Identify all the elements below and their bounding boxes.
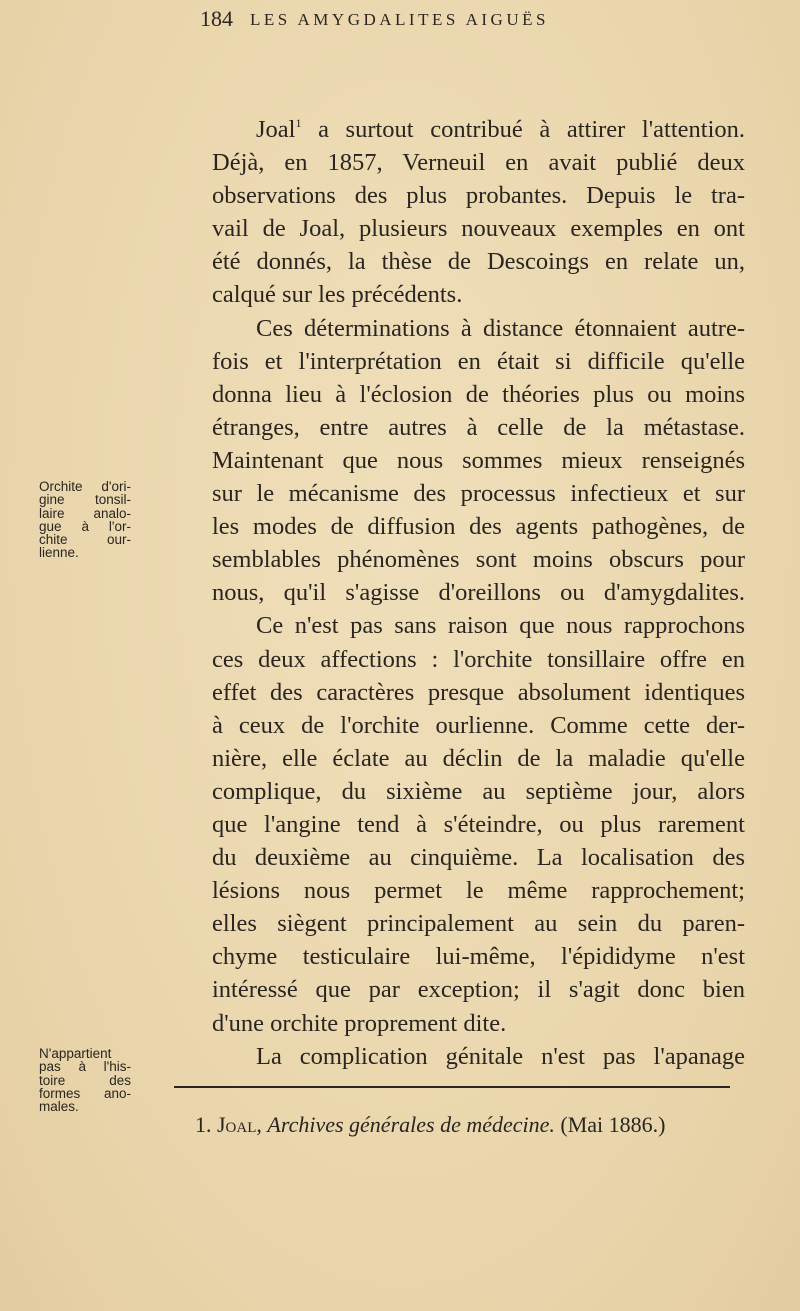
margin-note-line: pas à l'his- [39, 1059, 131, 1075]
margin-note-1 [39, 480, 131, 560]
body-text [212, 113, 745, 1073]
line-text: intéressé que par exception; il s'agit donc bien [212, 976, 745, 1004]
margin-note-line: chite our- [39, 532, 131, 548]
page-number: 184 [200, 6, 233, 31]
line-text: nous, qu'il s'agisse d'oreillons ou d'amygdalites. [212, 579, 745, 607]
body-line [212, 1007, 745, 1040]
body-line [212, 676, 745, 709]
line-text: observations des plus probantes. Depuis le tra- [212, 182, 745, 210]
line-text: Ce n'est pas sans raison que nous rapprochons [256, 612, 745, 640]
body-line [212, 312, 745, 345]
footnote-marker: 1 [295, 116, 302, 130]
body-line [212, 742, 745, 775]
line-text: La complication génitale n'est pas l'apanage [256, 1042, 745, 1070]
margin-note-line: formes ano- [39, 1085, 131, 1101]
footnote-rule [174, 1086, 730, 1088]
margin-note-line: gue à l'or- [39, 518, 131, 534]
body-line [212, 510, 745, 543]
body-line [212, 245, 745, 278]
body-line [212, 278, 745, 311]
line-text: semblables phénomènes sont moins obscurs pour [212, 546, 745, 574]
footnote-number: 1. [195, 1112, 212, 1137]
body-line [212, 113, 745, 146]
line-text: nière, elle éclate au déclin de la maladie qu'elle [212, 744, 745, 772]
line-text: été donnés, la thèse de Descoings en relate un, [212, 248, 745, 276]
line-text: elles siègent principalement au sein du paren- [212, 910, 745, 938]
line-text: que l'angine tend à s'éteindre, ou plus rarement [212, 810, 745, 838]
margin-note-2 [39, 1047, 131, 1113]
footnote [195, 1112, 666, 1138]
body-line [212, 907, 745, 940]
line-text: Déjà, en 1857, Verneuil en avait publié deux [212, 149, 745, 177]
body-line [212, 874, 745, 907]
line-text: les modes de diffusion des agents pathogènes, de [212, 513, 745, 541]
line-text: a surtout contribué à attirer l'attention. [301, 116, 745, 143]
body-line [212, 609, 745, 642]
body-line [212, 444, 745, 477]
margin-note-line: lienne. [39, 545, 79, 561]
body-line [212, 543, 745, 576]
body-line [212, 709, 745, 742]
line-text: Ces déterminations à distance étonnaient autre- [256, 314, 745, 342]
body-line [212, 146, 745, 179]
line-text: fois et l'interprétation en était si difficile qu'elle [212, 347, 745, 375]
body-line [212, 841, 745, 874]
body-line [212, 576, 745, 609]
line-text: étranges, entre autres à celle de la métastase. [212, 413, 745, 441]
line-text: à ceux de l'orchite ourlienne. Comme cette der- [212, 711, 745, 739]
line-text: ces deux affections : l'orchite tonsillaire offre en [212, 645, 745, 673]
body-line [212, 643, 745, 676]
line-text: Maintenant que nous sommes mieux renseignés [212, 446, 745, 474]
footnote-journal: Archives générales de médecine. [267, 1112, 555, 1137]
body-line [212, 808, 745, 841]
body-line [212, 1040, 745, 1073]
line-text: complique, du sixième au septième jour, alors [212, 777, 745, 805]
body-line [212, 411, 745, 444]
line-text: effet des caractères presque absolument identiques [212, 678, 745, 706]
body-line [212, 179, 745, 212]
line-text: chyme testiculaire lui-même, l'épididyme n'est [212, 943, 745, 971]
body-line [212, 212, 745, 245]
margin-note-line: males. [39, 1099, 79, 1115]
line-text: vail de Joal, plusieurs nouveaux exemples en ont [212, 215, 745, 243]
body-line [212, 477, 745, 510]
line-text: calqué sur les précédents. [212, 281, 463, 309]
running-title: LES AMYGDALITES AIGUËS [250, 10, 549, 29]
body-line [212, 345, 745, 378]
margin-note-line: toire des [39, 1072, 131, 1088]
footnote-author: Joal, [217, 1112, 262, 1137]
body-line [212, 775, 745, 808]
body-line [212, 940, 745, 973]
body-line [212, 973, 745, 1006]
margin-note-line: gine tonsil- [39, 492, 131, 508]
line-text: sur le mécanisme des processus infectieux et sur [212, 480, 745, 508]
line-text: Joal [256, 116, 296, 143]
margin-note-line: Orchite d'ori- [39, 479, 131, 494]
footnote-date: (Mai 1886.) [560, 1112, 666, 1137]
line-text: du deuxième au cinquième. La localisation des [212, 844, 745, 872]
line-text: d'une orchite proprement dite. [212, 1009, 507, 1037]
line-text: lésions nous permet le même rapprochement; [212, 877, 745, 905]
line-text: donna lieu à l'éclosion de théories plus ou moins [212, 380, 745, 408]
margin-note-line: N'appartient [39, 1046, 112, 1061]
margin-note-line: laire analo- [39, 505, 131, 521]
body-line [212, 378, 745, 411]
